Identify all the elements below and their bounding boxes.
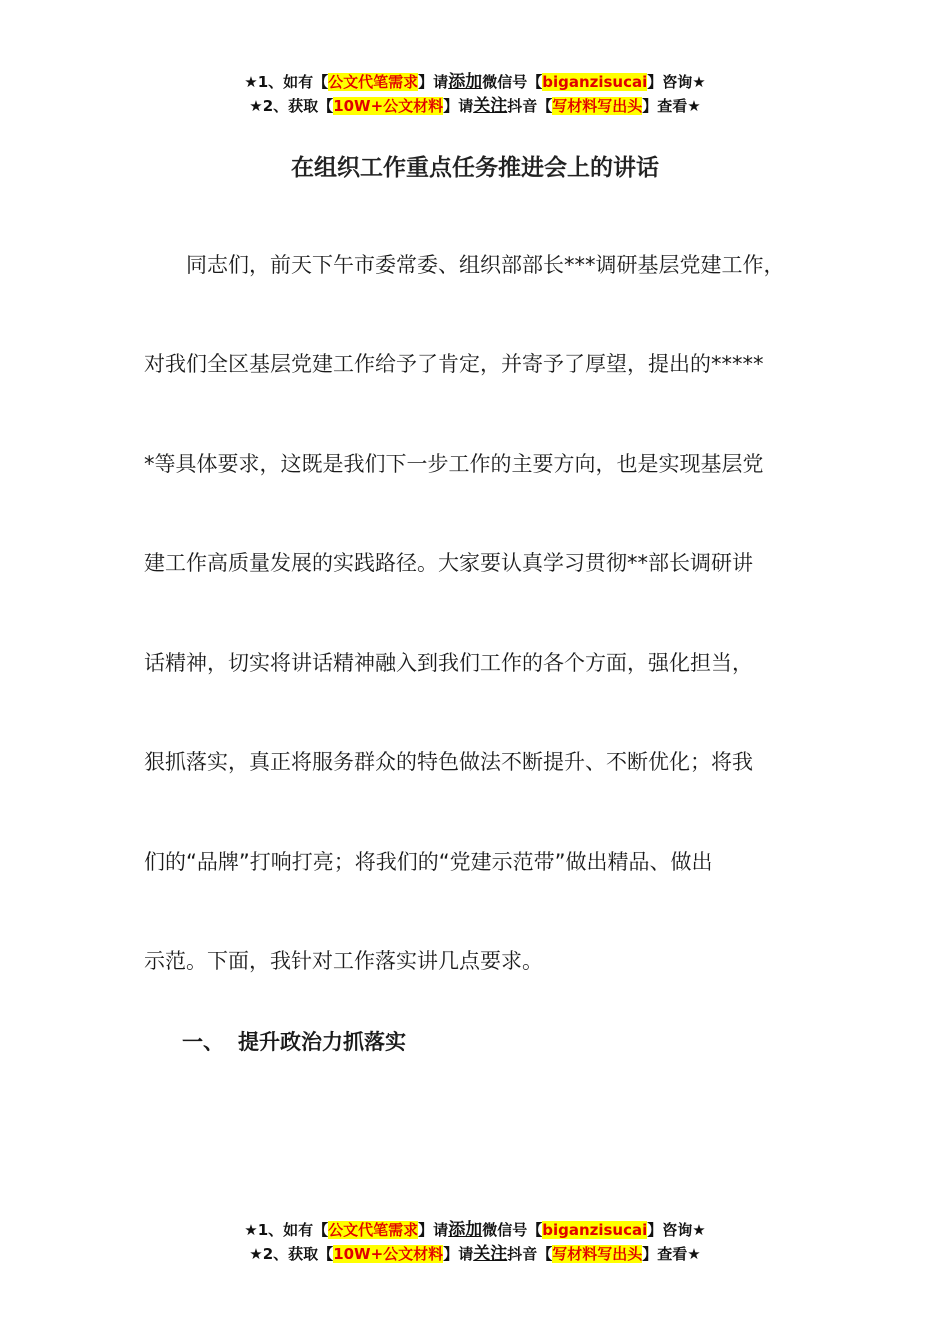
- paragraph-line: 话精神，切实将讲话精神融入到我们工作的各个方面，强化担当，: [144, 651, 753, 675]
- paragraph-line: *等具体要求，这既是我们下一步工作的主要方向，也是实现基层党: [144, 452, 764, 476]
- banner-underlined: 关注: [473, 1244, 508, 1264]
- banner-text: 抖音【: [507, 97, 553, 115]
- banner-highlight: 10W+公文材料: [333, 97, 444, 115]
- paragraph-line: 示范。下面，我针对工作落实讲几点要求。: [144, 949, 543, 973]
- header-banner: [0, 70, 950, 118]
- banner-text: 微信号【: [482, 73, 543, 91]
- banner-highlight: 公文代笔需求: [328, 1221, 419, 1239]
- banner-wechat-id: biganzisucai: [542, 1221, 648, 1239]
- section-heading: [182, 1027, 406, 1057]
- banner-text: 抖音【: [507, 1245, 553, 1263]
- paragraph-line: 对我们全区基层党建工作给予了肯定，并寄予了厚望，提出的*****: [144, 352, 764, 376]
- banner-text: 】请: [418, 1221, 449, 1239]
- banner-text: 】查看★: [642, 97, 701, 115]
- banner-line-2: [0, 1242, 950, 1266]
- paragraph-line: 建工作高质量发展的实践路径。大家要认真学习贯彻**部长调研讲: [144, 551, 753, 575]
- banner-highlight: 公文代笔需求: [328, 73, 419, 91]
- banner-text: ★2、获取【: [249, 1245, 334, 1263]
- document-title: 在组织工作重点任务推进会上的讲话: [291, 155, 659, 181]
- banner-text: 】请: [443, 1245, 474, 1263]
- banner-text: ★1、如有【: [244, 1221, 329, 1239]
- banner-underlined: 关注: [473, 96, 508, 116]
- banner-underlined: 添加: [448, 72, 483, 92]
- banner-underlined: 添加: [448, 1220, 483, 1240]
- banner-line-2: [0, 94, 950, 118]
- banner-text: 】咨询★: [647, 1221, 706, 1239]
- banner-text: 】咨询★: [647, 73, 706, 91]
- paragraph-line: 们的“品牌”打响打亮；将我们的“党建示范带”做出精品、做出: [144, 850, 713, 874]
- banner-wechat-id: biganzisucai: [542, 73, 648, 91]
- section-number: 一、: [182, 1030, 224, 1054]
- banner-highlight: 10W+公文材料: [333, 1245, 444, 1263]
- banner-douyin-id: 写材料写出头: [552, 1245, 643, 1263]
- banner-text: 】查看★: [642, 1245, 701, 1263]
- banner-text: ★1、如有【: [244, 73, 329, 91]
- banner-line-1: [0, 1218, 950, 1242]
- footer-banner: [0, 1218, 950, 1266]
- banner-douyin-id: 写材料写出头: [552, 97, 643, 115]
- paragraph-line: 狠抓落实，真正将服务群众的特色做法不断提升、不断优化；将我: [144, 750, 753, 774]
- banner-text: 】请: [443, 97, 474, 115]
- paragraph-line: 同志们，前天下午市委常委、组织部部长***调研基层党建工作，: [144, 253, 785, 277]
- banner-line-1: [0, 70, 950, 94]
- section-heading-text: 提升政治力抓落实: [238, 1030, 406, 1054]
- banner-text: 】请: [418, 73, 449, 91]
- banner-text: ★2、获取【: [249, 97, 334, 115]
- banner-text: 微信号【: [482, 1221, 543, 1239]
